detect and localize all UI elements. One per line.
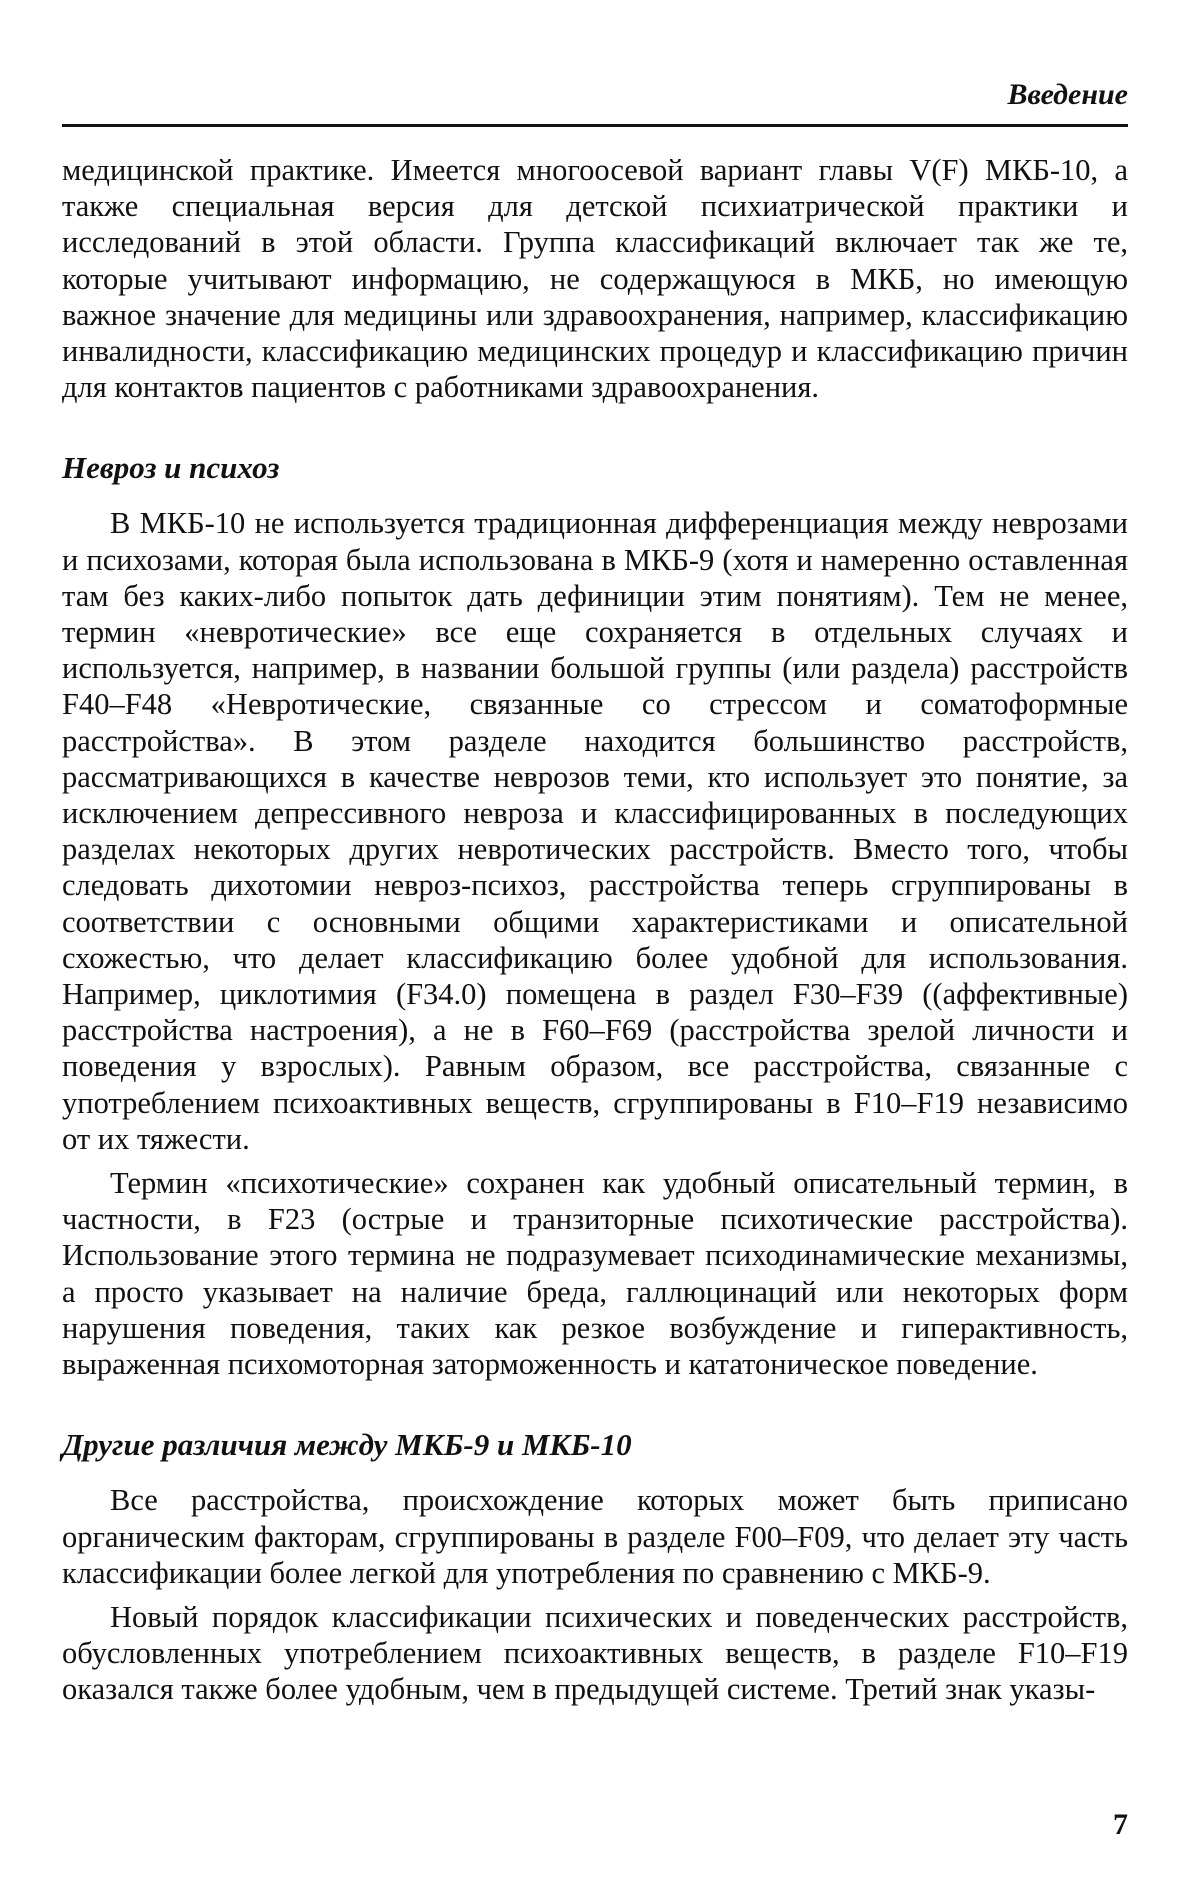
header-rule (62, 124, 1128, 127)
section2-paragraph-2: Новый порядок классификации психических и поведенческих расстройств, обусловленных употреблением психоактивных веществ, в разделе F10–F19 оказался также более удобным, чем в предыдущей системе. Третий знак указы- (62, 1599, 1128, 1707)
section-heading-neurosis-psychosis: Невроз и психоз (62, 450, 280, 486)
page-body (62, 152, 1128, 1708)
section-heading-other-differences: Другие различия между МКБ-9 и МКБ-10 (62, 1427, 632, 1463)
intro-paragraph: медицинской практике. Имеется многоосевой вариант главы V(F) МКБ-10, а также специальная версия для детской психиатрической практики и исследований в этой области. Группа классификаций включает так же те, которые учитывают информацию, не содержащуюся в МКБ, но имеющую важное значение для медицины или здравоохранения, например, классификацию инвалидности, классификацию медицинских процедур и классификацию причин для контактов пациентов с работниками здравоохранения. (62, 153, 1128, 405)
section1-paragraph-1: В МКБ-10 не используется традиционная дифференциация между неврозами и психозами, которая была использована в МКБ-9 (хотя и намеренно оставленная там без каких-либо попыток дать дефиниции этим понятиям). Тем не менее, термин «невротические» все еще сохраняется в отдельных случаях и используется, например, в названии большой группы (или раздела) расстройств F40–F48 «Невротические, связанные со стрессом и соматоформные расстройства». В этом разделе находится большинство расстройств, рассматривающихся в качестве неврозов теми, кто использует это понятие, за исключением депрессивного невроза и классифицированных в последующих разделах некоторых других невротических расстройств. Вместо того, чтобы следовать дихотомии невроз-психоз, расстройства теперь сгруппированы в соответствии с основными общими характеристиками и описательной схожестью, что делает классификацию более удобной для использования. Например, циклотимия (F34.0) помещена в раздел F30–F39 ((аффективные) расстройства настроения), а не в F60–F69 (расстройства зрелой личности и поведения у взрослых). Равным образом, все расстройства, связанные с употреблением психоактивных веществ, сгруппированы в F10–F19 независимо от их тяжести. (62, 506, 1128, 1156)
page-number: 7 (1113, 1808, 1128, 1841)
section2-paragraph-1: Все расстройства, происхождение которых может быть приписано органическим факторам, сгруппированы в разделе F00–F09, что делает эту часть классификации более легкой для употребления по сравнению с МКБ-9. (62, 1483, 1128, 1590)
section1-paragraph-2: Термин «психотические» сохранен как удобный описательный термин, в частности, в F23 (острые и транзиторные психотические расстройства). Использование этого термина не подразумевает психодинамические механизмы, а просто указывает на наличие бреда, галлюцинаций или некоторых форм нарушения поведения, таких как резкое возбуждение и гиперактивность, выраженная психомоторная заторможенность и кататоническое поведение. (62, 1166, 1128, 1382)
running-title: Введение (1007, 78, 1128, 111)
